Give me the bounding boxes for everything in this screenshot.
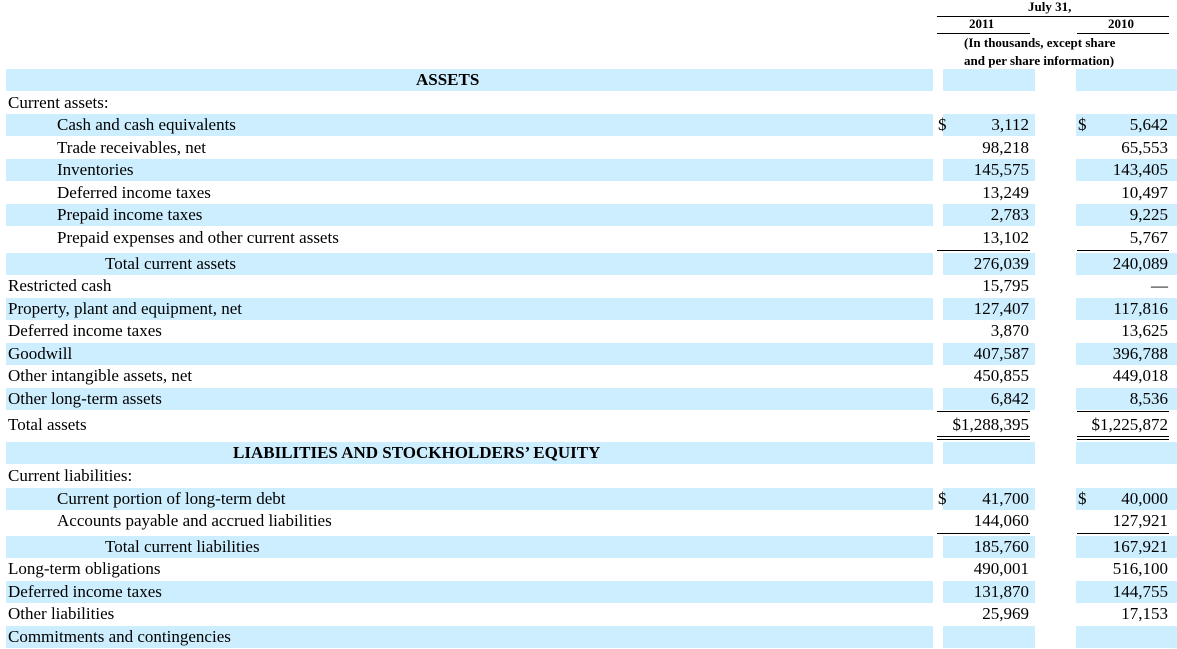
cash-currency-2011: $ xyxy=(938,115,947,134)
double-rule-2011 xyxy=(937,436,1030,440)
current-debt-2010: 40,000 xyxy=(1121,489,1168,508)
prepaid-expenses-2011: 13,102 xyxy=(982,228,1029,247)
lt-obligations-2011: 490,001 xyxy=(973,559,1029,578)
goodwill-2011: 407,587 xyxy=(973,344,1029,363)
year-2010-header: 2010 xyxy=(1108,16,1134,31)
deferred-taxes-2010: 13,625 xyxy=(1121,321,1168,340)
total-assets-2010: $1,225,872 xyxy=(1091,415,1168,434)
total-rule-2010 xyxy=(1077,411,1169,412)
deferred-taxes-liab-row xyxy=(6,581,1177,603)
current-liabilities-row xyxy=(6,465,1177,487)
other-lt-assets-2010: 8,536 xyxy=(1129,389,1168,408)
prepaid-income-taxes-row xyxy=(6,204,1177,226)
accounts-payable-row xyxy=(6,510,1177,532)
cash-row xyxy=(6,114,1177,136)
inventories-2010: 143,405 xyxy=(1112,160,1168,179)
total-rule-2011 xyxy=(937,411,1030,412)
deferred-taxes-liab-2010: 144,755 xyxy=(1112,582,1168,601)
intangibles-2011: 450,855 xyxy=(973,366,1029,385)
cash-2010: 5,642 xyxy=(1129,115,1168,134)
liabilities-section-row xyxy=(6,442,1177,464)
total-current-liabilities-label: Total current liabilities xyxy=(105,537,260,556)
lt-obligations-label: Long-term obligations xyxy=(8,559,161,578)
deferred-taxes-liab-label: Deferred income taxes xyxy=(8,582,162,601)
prepaid-expenses-2010: 5,767 xyxy=(1129,228,1168,247)
deferred-taxes-row xyxy=(6,320,1177,342)
cash-currency-2010: $ xyxy=(1078,115,1087,134)
other-lt-assets-row xyxy=(6,388,1177,410)
current-debt-row xyxy=(6,488,1177,510)
goodwill-2010: 396,788 xyxy=(1112,344,1168,363)
total-current-assets-row xyxy=(6,253,1177,275)
inventories-label: Inventories xyxy=(57,160,134,179)
intangibles-row xyxy=(6,365,1177,387)
ppe-2011: 127,407 xyxy=(973,299,1029,318)
current-liabilities-label: Current liabilities: xyxy=(8,466,133,485)
inventories-2011: 145,575 xyxy=(973,160,1029,179)
subtotal-rule-2010 xyxy=(1077,250,1169,251)
subtotal-rule-2011 xyxy=(937,250,1030,251)
commitments-label: Commitments and contingencies xyxy=(8,627,231,646)
other-liabilities-label: Other liabilities xyxy=(8,604,115,623)
other-liabilities-row xyxy=(6,603,1177,625)
other-liabilities-2010: 17,153 xyxy=(1121,604,1168,623)
current-assets-label: Current assets: xyxy=(8,93,109,112)
intangibles-label: Other intangible assets, net xyxy=(8,366,193,385)
goodwill-label: Goodwill xyxy=(8,344,73,363)
trade-receivables-row xyxy=(6,137,1177,159)
year-2011-rule xyxy=(937,33,1030,34)
trade-receivables-2011: 98,218 xyxy=(982,138,1029,157)
lt-obligations-row xyxy=(6,558,1177,580)
total-current-assets-label: Total current assets xyxy=(105,254,236,273)
restricted-cash-row xyxy=(6,275,1177,297)
accounts-payable-2011: 144,060 xyxy=(973,511,1029,530)
year-2010-rule xyxy=(1077,33,1169,34)
prepaid-income-taxes-label: Prepaid income taxes xyxy=(57,205,203,224)
current-debt-currency-2011: $ xyxy=(938,489,947,508)
total-current-liabilities-row xyxy=(6,536,1177,558)
current-debt-currency-2010: $ xyxy=(1078,489,1087,508)
prepaid-income-taxes-2011: 2,783 xyxy=(990,205,1029,224)
deferred-taxes-current-row xyxy=(6,182,1177,204)
total-assets-row xyxy=(6,414,1177,436)
other-lt-assets-2011: 6,842 xyxy=(990,389,1029,408)
goodwill-row xyxy=(6,343,1177,365)
liab-subtotal-rule-2010 xyxy=(1077,533,1169,534)
assets-section-row xyxy=(6,69,1177,91)
ppe-2010: 117,816 xyxy=(1113,299,1168,318)
assets-heading: ASSETS xyxy=(416,70,480,89)
lt-obligations-2010: 516,100 xyxy=(1112,559,1168,578)
double-rule-2010 xyxy=(1077,436,1169,440)
other-lt-assets-label: Other long-term assets xyxy=(8,389,162,408)
current-assets-row xyxy=(6,92,1177,114)
restricted-cash-2011: 15,795 xyxy=(982,276,1029,295)
deferred-taxes-current-2011: 13,249 xyxy=(982,183,1029,202)
ppe-label: Property, plant and equipment, net xyxy=(8,299,243,318)
liabilities-heading: LIABILITIES AND STOCKHOLDERS’ EQUITY xyxy=(233,443,601,462)
total-current-liabilities-2010: 167,921 xyxy=(1112,537,1168,556)
restricted-cash-label: Restricted cash xyxy=(8,276,112,295)
accounts-payable-label: Accounts payable and accrued liabilities xyxy=(57,511,332,530)
cash-2011: 3,112 xyxy=(991,115,1029,134)
total-current-assets-2010: 240,089 xyxy=(1112,254,1168,273)
year-2011-header: 2011 xyxy=(969,16,995,31)
current-debt-label: Current portion of long-term debt xyxy=(57,489,286,508)
liab-subtotal-rule-2011 xyxy=(937,533,1030,534)
deferred-taxes-liab-2011: 131,870 xyxy=(973,582,1029,601)
deferred-taxes-label: Deferred income taxes xyxy=(8,321,162,340)
commitments-row xyxy=(6,626,1177,648)
total-assets-2011: $1,288,395 xyxy=(952,415,1029,434)
intangibles-2010: 449,018 xyxy=(1112,366,1168,385)
inventories-row xyxy=(6,159,1177,181)
period-header: July 31, xyxy=(1028,0,1072,14)
total-assets-label: Total assets xyxy=(8,415,87,434)
deferred-taxes-2011: 3,870 xyxy=(990,321,1029,340)
trade-receivables-label: Trade receivables, net xyxy=(57,138,207,157)
trade-receivables-2010: 65,553 xyxy=(1121,138,1168,157)
cash-label: Cash and cash equivalents xyxy=(57,115,236,134)
prepaid-expenses-label: Prepaid expenses and other current assets xyxy=(57,228,339,247)
deferred-taxes-current-2010: 10,497 xyxy=(1121,183,1168,202)
ppe-row xyxy=(6,298,1177,320)
total-current-liabilities-2011: 185,760 xyxy=(973,537,1029,556)
units-note-line2: and per share information) xyxy=(964,53,1115,68)
restricted-cash-2010: — xyxy=(1151,276,1168,295)
prepaid-expenses-row xyxy=(6,227,1177,249)
units-note-line1: (In thousands, except share xyxy=(964,35,1116,50)
other-liabilities-2011: 25,969 xyxy=(982,604,1029,623)
deferred-taxes-current-label: Deferred income taxes xyxy=(57,183,211,202)
prepaid-income-taxes-2010: 9,225 xyxy=(1129,205,1168,224)
total-current-assets-2011: 276,039 xyxy=(973,254,1029,273)
accounts-payable-2010: 127,921 xyxy=(1112,511,1168,530)
current-debt-2011: 41,700 xyxy=(982,489,1029,508)
